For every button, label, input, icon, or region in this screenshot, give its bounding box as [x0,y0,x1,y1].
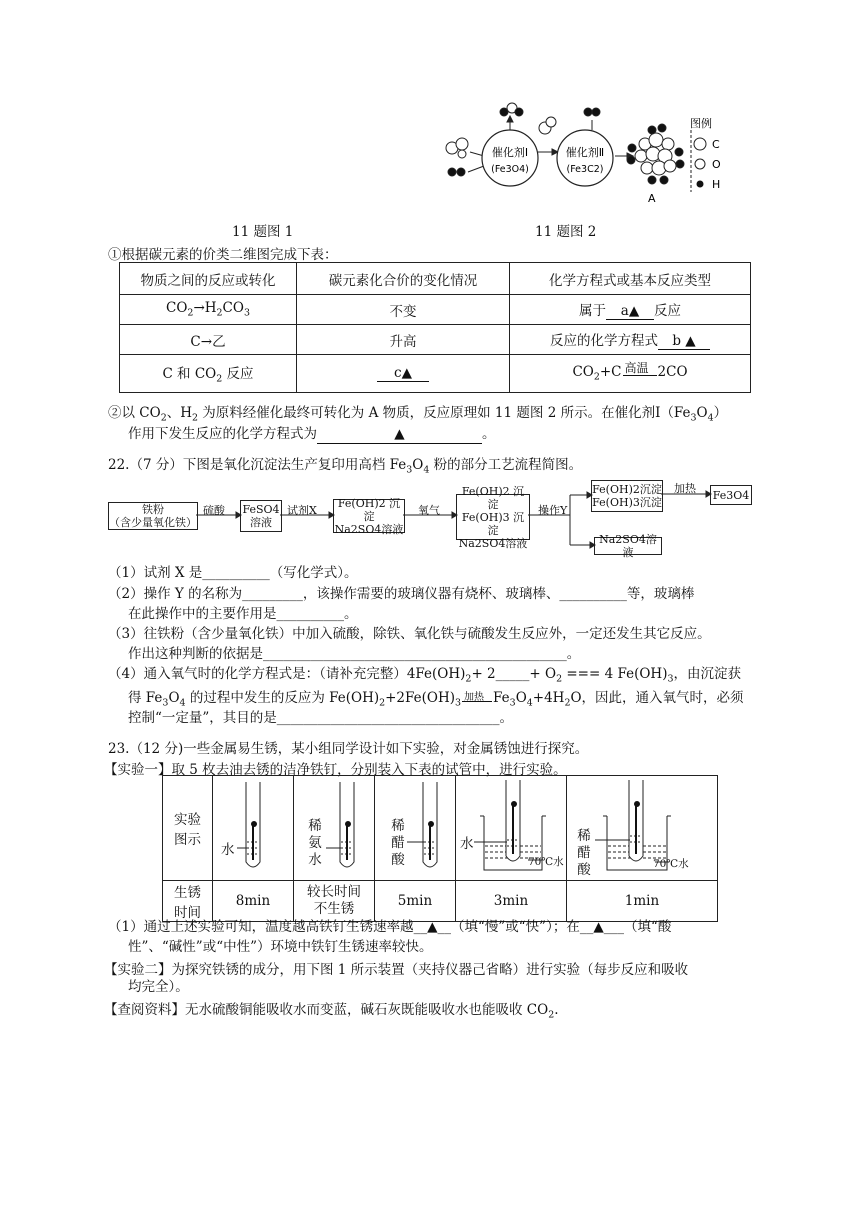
q23-s1a: （1）通过上述实验可知，温度越高铁钉生锈速率越__▲__（填“慢”或“快”）；在__▲___（填“酸 [108,919,672,935]
legend-h: H [712,178,721,191]
flow-arrow-label-operation: 操作Y [538,504,568,517]
table-cell: c▲ [297,355,510,393]
flow-box-na2so4: Na2SO4溶液 [594,537,662,555]
test-tube-icon [294,776,374,876]
exp-cell [213,776,294,881]
q11-part2-line1: ②以 $CO_2$、$H_2$ 为原料经催化最终可转化为 A 物质，反应原理如 11 题图 2 所示。在催化剂$Ⅰ(Fe_3O_4)$ [108,405,728,424]
q22-s2b: 在此操作中的主要作用是__________。 [128,606,358,622]
legend-c: C [712,138,720,151]
catalyst-2-formula: (Fe3C2) [566,164,604,175]
table-cell: $CO_2+C$ 高温 2CO [510,355,751,393]
beaker-label-water: 水 [460,836,474,852]
exp-cell [294,776,375,881]
q23-exp2a: 【实验二】为探究铁锈的成分，用下图 1 所示装置（夹持仪器己省略）进行实验（每步反应和吸收 [104,962,689,978]
flow-arrows [0,0,860,600]
exp-cell [456,776,567,881]
flow-arrow-label-acid: 硫酸 [203,504,225,517]
q22-s4b: 得 $Fe_3O_4$ 的过程中发生的反应为 $Fe(OH)_2+2Fe(OH)_3$ 加热 $Fe_3O_4+4H_2O$，因此，通入氧气时，必须 [128,690,744,709]
time-cell: 5min [375,881,456,922]
table-header: 碳元素化合价的变化情况 [297,263,510,295]
catalyst-1-formula: (Fe3O4) [491,164,529,175]
q23-exp1: 【实验一】取 5 枚去油去锈的洁净铁钉，分别装入下表的试管中，进行实验。 [104,762,567,778]
tube-label-water: 水 [221,842,235,858]
flow-box-mix: Fe(OH)2 沉淀 Fe(OH)3 沉淀 Na2SO4溶液 [456,494,530,540]
table-cell: 不变 [297,295,510,325]
q22-s3b: 作出这种判断的依据是_____________________________________________。 [128,646,581,662]
test-tube-icon [213,776,293,876]
q22-s1: （1）试剂 X 是__________（写化学式）。 [108,565,358,581]
flow-arrow-label-oxygen: 氧气 [418,504,440,517]
flow-box-fe3o4: Fe3O4 [710,485,752,505]
table-cell: 升高 [297,325,510,355]
table-header: 化学方程式或基本反应类型 [510,263,751,295]
q23-info: 【查阅资料】无水硫酸铜能吸收水而变蓝，碱石灰既能吸收水也能吸收 $CO_2$. [104,1002,559,1021]
heat-condition: 加热 [464,692,485,703]
row-label: 实验 图示 [163,776,213,881]
beaker-label-acetic: 稀醋酸 [577,828,591,878]
q22-title: 22.（7 分）下图是氧化沉淀法生产复印用高档 $Fe_3O_4$ 粉的部分工艺流程简图。 [108,457,583,476]
q11-intro: ①根据碳元素的价类二维图完成下表： [108,247,338,263]
q23-s1b: 性”、“碱性”或“中性”）环境中铁钉生锈速率较快。 [128,939,433,955]
time-cell: 8min [213,881,294,922]
legend-o: O [712,158,721,171]
q22-s3a: （3）往铁粉（含少量氧化铁）中加入硫酸，除铁、氧化铁与硫酸发生反应外，一定还发生其它反应。 [108,626,711,642]
catalyst-1-label: 催化剂Ⅰ [491,146,529,159]
legend-title: 图例 [690,117,712,130]
product-a-label: A [648,192,656,205]
beaker-label-hot: 70℃水 [653,858,689,870]
flow-box-precip: Fe(OH)2沉淀 Fe(OH)3沉淀 [591,480,663,512]
catalyst-2-label: 催化剂Ⅱ [565,146,605,159]
table-header: 物质之间的反应或转化 [120,263,297,295]
flow-box-feso4: FeSO4 溶液 [240,500,282,532]
q23-title: 23.（12 分)一些金属易生锈，某小组同学设计如下实验，对金属锈蚀进行探究。 [108,741,589,757]
time-cell: 3min [456,881,567,922]
exp-cell [567,776,718,881]
table-cell: 反应的化学方程式 b ▲ [510,325,751,355]
exp-cell [375,776,456,881]
table-cell: C 和 $CO_2$ 反应 [120,355,297,393]
beaker-label-hot: 70℃水 [528,856,564,868]
q11-part2-line2: 作用下发生反应的化学方程式为 ▲ 。 [128,426,496,442]
caption-fig2: 11 题图 2 [535,224,597,240]
flow-arrow-label-heat: 加热 [674,482,696,495]
tube-label-acetic: 稀醋酸 [391,818,405,868]
time-cell: 较长时间 不生锈 [294,881,375,922]
tube-label-ammonia: 稀氨水 [308,818,322,868]
time-cell: 1min [567,881,718,922]
table-cell: 属于 a▲ 反应 [510,295,751,325]
rust-experiment-table [162,775,718,922]
q22-s4c: 控制“一定量”，其目的是_________________________________。 [128,710,514,726]
caption-fig1: 11 题图 1 [232,224,294,240]
flow-box-feoh2: Fe(OH)2 沉淀 Na2SO4溶液 [334,496,404,536]
row-label: 生锈 时间 [163,881,213,922]
q22-s4a: （4）通入氧气时的化学方程式是：（请补充完整）$4Fe(OH)_2+$ 2_____+ $O_2$ === 4 $Fe(OH)_3$，由沉淀获 [108,666,741,685]
test-tube-icon [375,776,455,876]
flow-box-iron: 铁粉 （含少量氧化铁） [109,503,197,529]
q23-exp2b: 均完全）。 [128,979,189,995]
flow-arrow-label-reagent: 试剂X [287,504,317,517]
table-cell: $CO_2\to H_2CO_3$ [120,295,297,325]
q22-s2a: （2）操作 Y 的名称为_________，该操作需要的玻璃仪器有烧杯、玻璃棒、__________等，玻璃棒 [108,586,695,602]
table-cell: C→乙 [120,325,297,355]
